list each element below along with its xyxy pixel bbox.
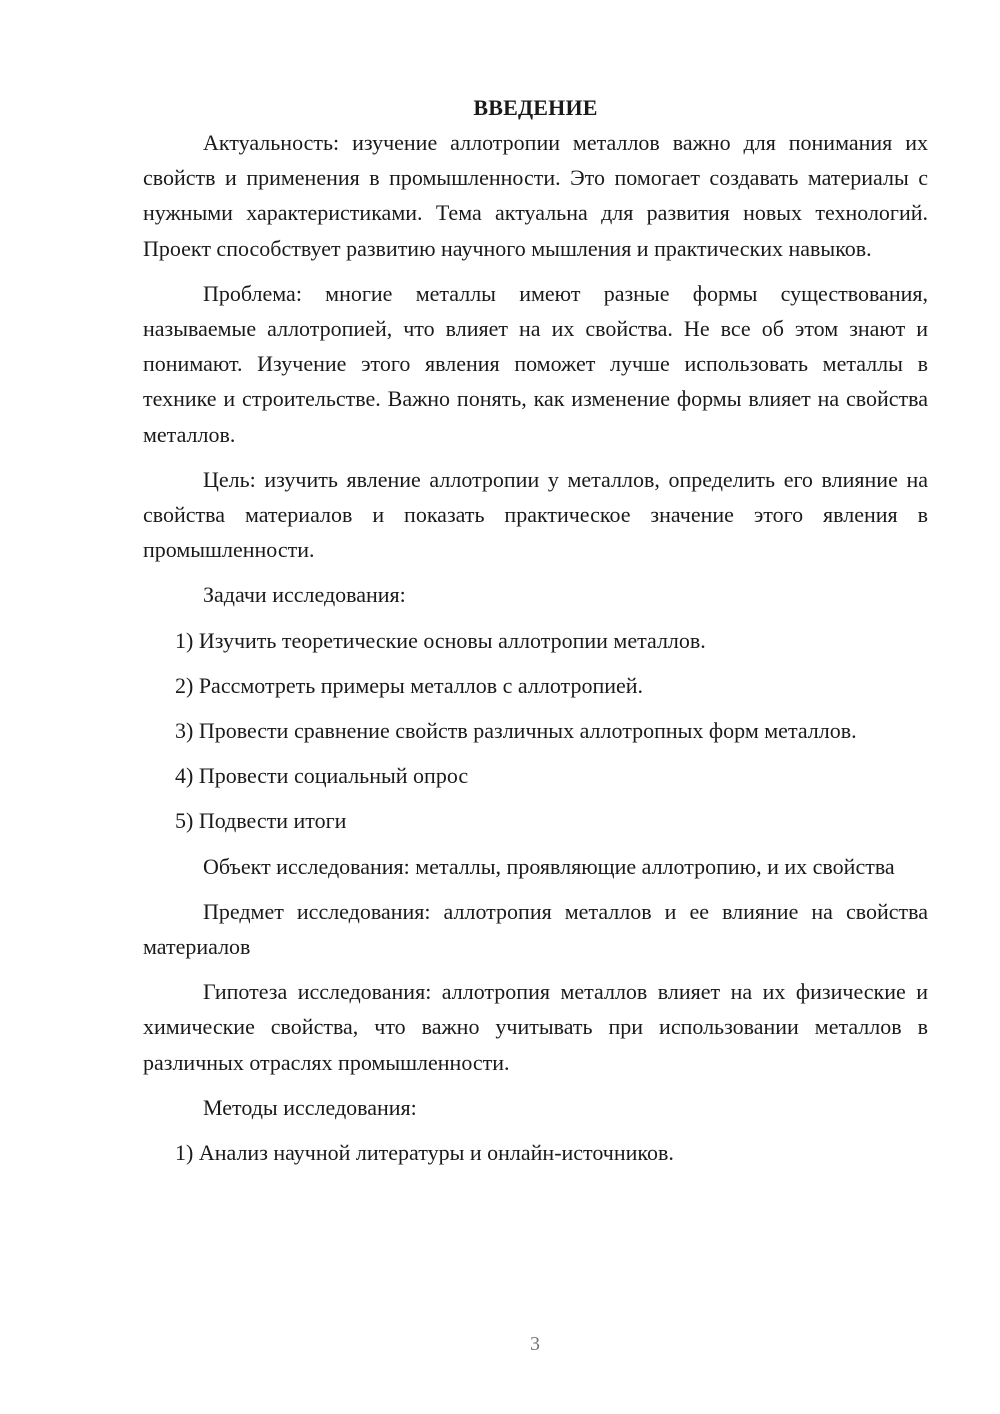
subject-paragraph: Предмет исследования: аллотропия металлов и ее влияние на свойства материалов [143,898,928,960]
task-item-2: 2) Рассмотреть примеры металлов с аллотропией. [175,672,644,698]
problem-paragraph: Проблема: многие металлы имеют разные формы существования, называемые аллотропией, что влияет на их свойства. Не все об этом знают и понимают. Изучение этого явления поможет лучше использовать металлы в технике и строительстве. Важно понять, как изменение формы влияет на свойства металлов. [143,280,928,447]
object-paragraph: Объект исследования: металлы, проявляющие аллотропию, и их свойства [203,853,895,879]
tasks-label: Задачи исследования: [203,582,406,608]
page-number: 3 [530,1333,540,1355]
task-item-4: 4) Провести социальный опрос [175,763,469,789]
task-item-5: 5) Подвести итоги [175,808,347,834]
goal-paragraph: Цель: изучить явление аллотропии у металлов, определить его влияние на свойства материалов и показать практическое значение этого явления в промышленности. [143,466,928,563]
task-item-3: 3) Провести сравнение свойств различных аллотропных форм металлов. [175,718,857,744]
method-item-1: 1) Анализ научной литературы и онлайн-источников. [175,1140,674,1166]
page-title: ВВЕДЕНИЕ [473,95,598,120]
hypothesis-paragraph: Гипотеза исследования: аллотропия металлов влияет на их физические и химические свойства, что важно учитывать при использовании металлов в различных отраслях промышленности. [143,979,928,1075]
task-item-1: 1) Изучить теоретические основы аллотропии металлов. [175,627,706,653]
document-page [143,90,928,1180]
relevance-paragraph: Актуальность: изучение аллотропии металлов важно для понимания их свойств и применения в промышленности. Это помогает создавать материалы с нужными характеристиками. Тема актуальна для развития новых технологий. Проект способствует развитию научного мышления и практических навыков. [143,130,928,261]
methods-label: Методы исследования: [203,1094,417,1120]
